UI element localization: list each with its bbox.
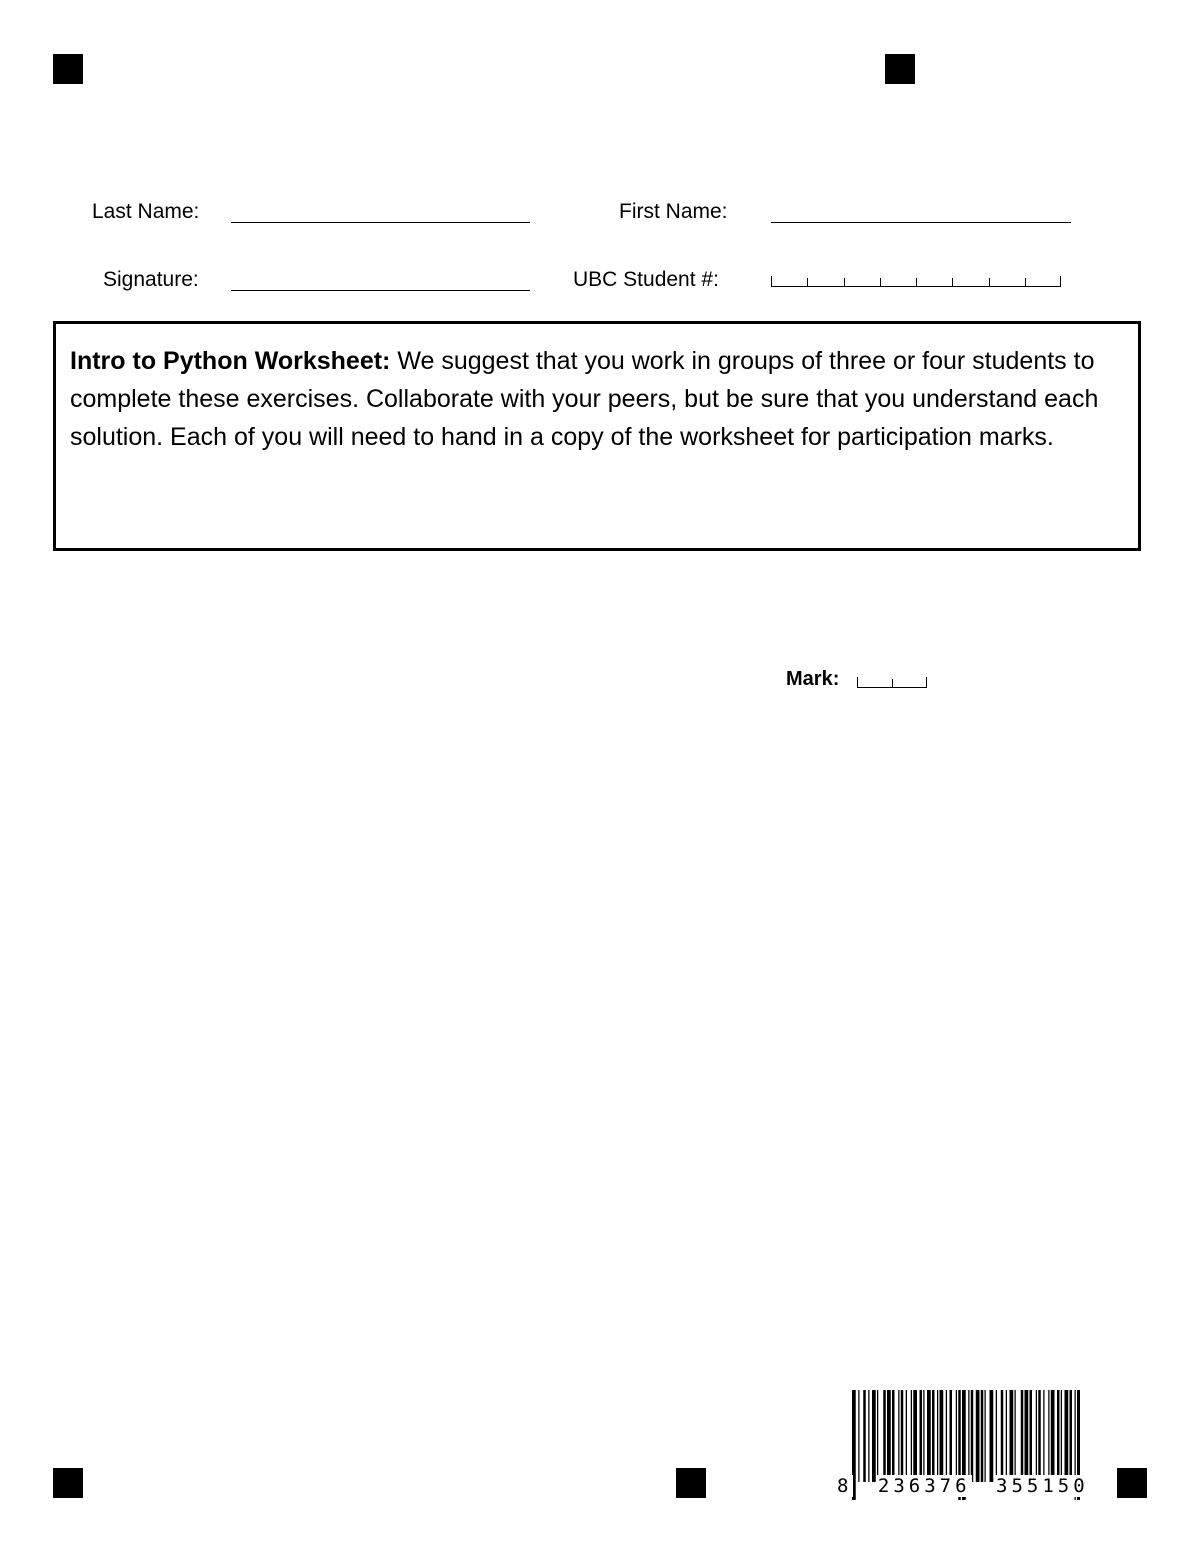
barcode-bar [1030, 1390, 1033, 1482]
barcode-bar [956, 1390, 957, 1482]
comb-divider [1060, 276, 1061, 286]
first-name-label: First Name: [619, 200, 728, 223]
barcode-bar [923, 1390, 924, 1482]
barcode-bar [901, 1390, 904, 1482]
barcode-bar [990, 1390, 994, 1482]
barcode-bar [940, 1390, 944, 1482]
barcode-digits [836, 1475, 1089, 1497]
barcode-bar [872, 1390, 876, 1482]
instructions-box [53, 321, 1141, 551]
barcode-bar [937, 1390, 938, 1482]
barcode-bar [946, 1390, 947, 1482]
barcode-bar [911, 1390, 912, 1482]
student-number-field[interactable] [771, 276, 1061, 287]
comb-divider [807, 278, 808, 286]
barcode-bar [1070, 1390, 1073, 1482]
comb-divider [1025, 278, 1026, 286]
barcode-bar [968, 1390, 969, 1482]
barcode-bar [1065, 1390, 1069, 1482]
registration-mark-bottom-left [53, 1468, 83, 1498]
barcode-bar [887, 1390, 891, 1482]
barcode-bar [1010, 1390, 1014, 1482]
registration-mark-top-right [885, 54, 915, 84]
barcode-right-digits: 355150 [996, 1475, 1089, 1497]
barcode-bar [906, 1390, 907, 1482]
barcode-bar [1051, 1390, 1055, 1482]
signature-label: Signature: [103, 268, 199, 291]
barcode-bar [898, 1390, 899, 1482]
signature-field[interactable] [231, 290, 530, 291]
barcode-bar [981, 1390, 984, 1482]
barcode-bar [1038, 1390, 1041, 1482]
barcode-bar [1015, 1390, 1016, 1482]
registration-mark-bottom-middle [676, 1468, 706, 1498]
barcode-bar [920, 1390, 923, 1482]
barcode-left-digits: 236376 [877, 1475, 971, 1497]
mark-label: Mark: [786, 668, 840, 690]
comb-divider [916, 278, 917, 286]
barcode-bar [950, 1390, 953, 1482]
barcode-bar [858, 1390, 859, 1482]
barcode-bar [1036, 1390, 1037, 1482]
barcode-bar [877, 1390, 878, 1482]
instructions-title: Intro to Python Worksheet: [70, 347, 391, 375]
barcode-bar [927, 1390, 931, 1482]
barcode-bar [1021, 1390, 1024, 1482]
mark-field[interactable] [857, 677, 927, 688]
barcode-bar [1057, 1390, 1060, 1482]
barcode-bar [932, 1390, 935, 1482]
barcode-bar [1061, 1390, 1062, 1482]
instructions-body: We suggest that you work in groups of three or four students to complete these exercises. Collaborate with your peers, but be sure that you understand each solution. Each of you will need to hand in a copy of the worksheet for participation marks. [70, 347, 1099, 451]
comb-divider [892, 679, 893, 687]
barcode-bar [1043, 1390, 1044, 1482]
barcode-bar [868, 1390, 869, 1482]
barcode-bar [892, 1390, 895, 1482]
comb-divider [880, 278, 881, 286]
registration-mark-top-left [53, 54, 83, 84]
barcode-bar [971, 1390, 974, 1482]
barcode-bar [985, 1390, 986, 1482]
last-name-label: Last Name: [92, 200, 200, 223]
barcode-bar [883, 1390, 886, 1482]
barcode-bar [976, 1390, 980, 1482]
barcode-bar [1006, 1390, 1007, 1482]
comb-divider [926, 677, 927, 687]
last-name-field[interactable] [231, 222, 530, 223]
barcode-bar [913, 1390, 917, 1482]
comb-divider [771, 276, 772, 286]
barcode-leading-digit: 8 [837, 1475, 853, 1497]
barcode-bar [1001, 1390, 1004, 1482]
registration-mark-bottom-right [1117, 1468, 1147, 1498]
barcode-bar [1048, 1390, 1049, 1482]
instructions-text [70, 342, 1108, 456]
barcode-bar [863, 1390, 866, 1482]
comb-divider [989, 278, 990, 286]
comb-divider [857, 677, 858, 687]
barcode-bar [1025, 1390, 1029, 1482]
comb-divider [844, 278, 845, 286]
comb-divider [952, 278, 953, 286]
first-name-field[interactable] [771, 222, 1071, 223]
student-number-label: UBC Student #: [573, 268, 719, 291]
barcode-bar [996, 1390, 997, 1482]
